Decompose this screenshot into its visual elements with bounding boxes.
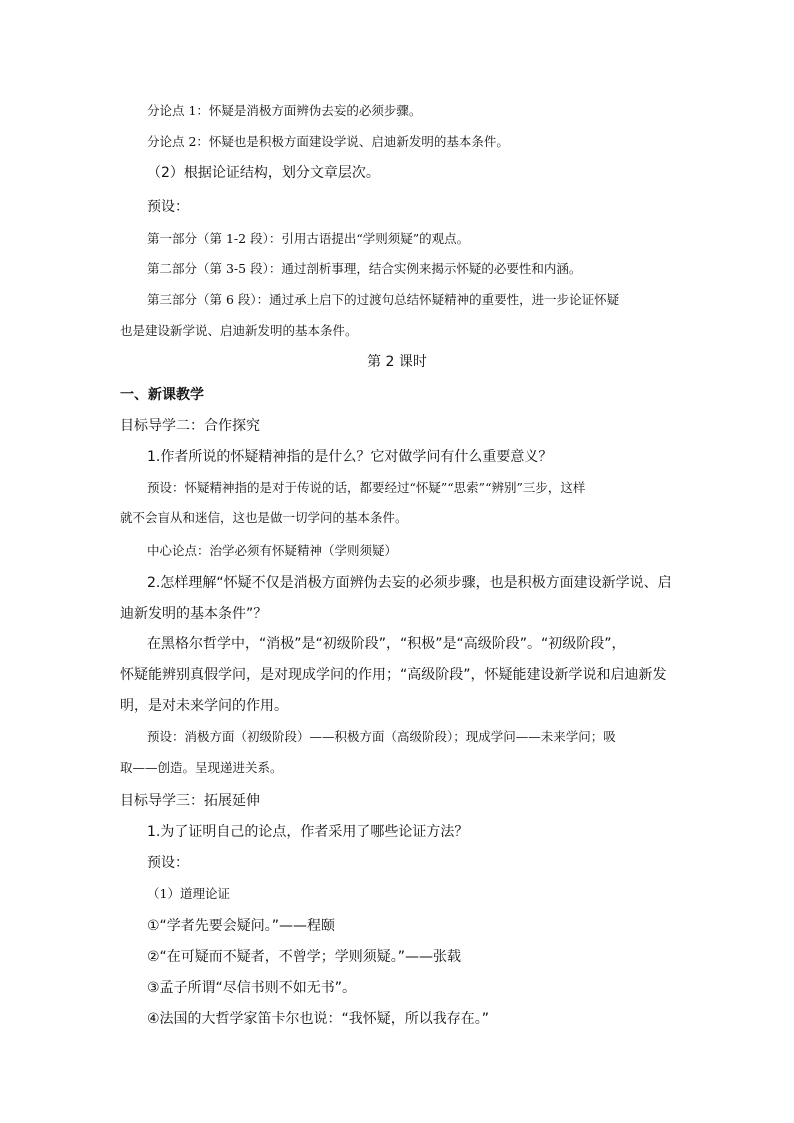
preset-label: 预设： — [147, 199, 189, 215]
question-3: 1.为了证明自己的论点，作者采用了哪些论证方法？ — [147, 824, 469, 840]
question-2-line-1: 2.怎样理解“怀疑不仅是消极方面辨伪去妄的必须步骤，也是积极方面建设新学说、启 — [147, 575, 672, 591]
quote-1: ①“学者先要会疑问。”——程颐 — [147, 918, 336, 934]
question-1: 1.作者所说的怀疑精神指的是什么？它对做学问有什么重要意义？ — [147, 449, 553, 465]
part-two: 第二部分（第 3-5 段）：通过剖析事理，结合实例来揭示怀疑的必要性和内涵。 — [147, 261, 582, 276]
quote-3: ③孟子所谓“尽信书则不如无书”。 — [147, 980, 357, 996]
preset-label-2: 预设： — [147, 855, 189, 871]
goal-heading-2: 目标导学二：合作探究 — [120, 418, 260, 434]
answer-2-line-2: 取——创造。呈现递进关系。 — [120, 760, 283, 775]
explanation-line-2: 怀疑能辨别真假学问，是对现成学问的作用；“高级阶段”，怀疑能建设新学说和启迪新发 — [120, 667, 667, 683]
question-2-line-2: 迪新发明的基本条件”？ — [120, 606, 268, 622]
answer-1-line-2: 就不会盲从和迷信，这也是做一切学问的基本条件。 — [120, 510, 408, 525]
part-three-line-1: 第三部分（第 6 段）：通过承上启下的过渡句总结怀疑精神的重要性，进一步论证怀疑 — [147, 292, 620, 307]
section-heading-new-lesson: 一、新课教学 — [120, 387, 204, 403]
part-one: 第一部分（第 1-2 段）：引用古语提出“学则须疑”的观点。 — [147, 231, 470, 246]
sub-argument-2: 分论点 2：怀疑也是积极方面建设学说、启迪新发明的基本条件。 — [147, 134, 509, 149]
task-2-heading: （2）根据论证结构，划分文章层次。 — [147, 165, 380, 181]
answer-1-line-1: 预设：怀疑精神指的是对于传说的话，都要经过“怀疑”“思索”“辨别”三步，这样 — [147, 480, 586, 495]
answer-2-line-1: 预设：消极方面（初级阶段）——积极方面（高级阶段）；现成学问——未来学问；吸 — [147, 729, 616, 744]
quote-4: ④法国的大哲学家笛卡尔也说：“我怀疑，所以我存在。” — [147, 1011, 490, 1027]
lesson-2-title: 第 2 课时 — [367, 354, 427, 370]
reasoning-heading: （1）道理论证 — [147, 886, 230, 901]
part-three-line-2: 也是建设新学说、启迪新发明的基本条件。 — [120, 323, 358, 338]
sub-argument-1: 分论点 1：怀疑是消极方面辨伪去妄的必须步骤。 — [147, 103, 422, 118]
explanation-line-1: 在黑格尔哲学中，“消极”是“初级阶段”，“积极”是“高级阶段”。“初级阶段”， — [147, 636, 626, 652]
goal-heading-3: 目标导学三：拓展延伸 — [120, 793, 260, 809]
central-argument: 中心论点：治学必须有怀疑精神（学则须疑） — [147, 543, 398, 558]
explanation-line-3: 明，是对未来学问的作用。 — [120, 698, 288, 714]
quote-2: ②“在可疑而不疑者，不曾学；学则须疑。”——张载 — [147, 949, 462, 965]
